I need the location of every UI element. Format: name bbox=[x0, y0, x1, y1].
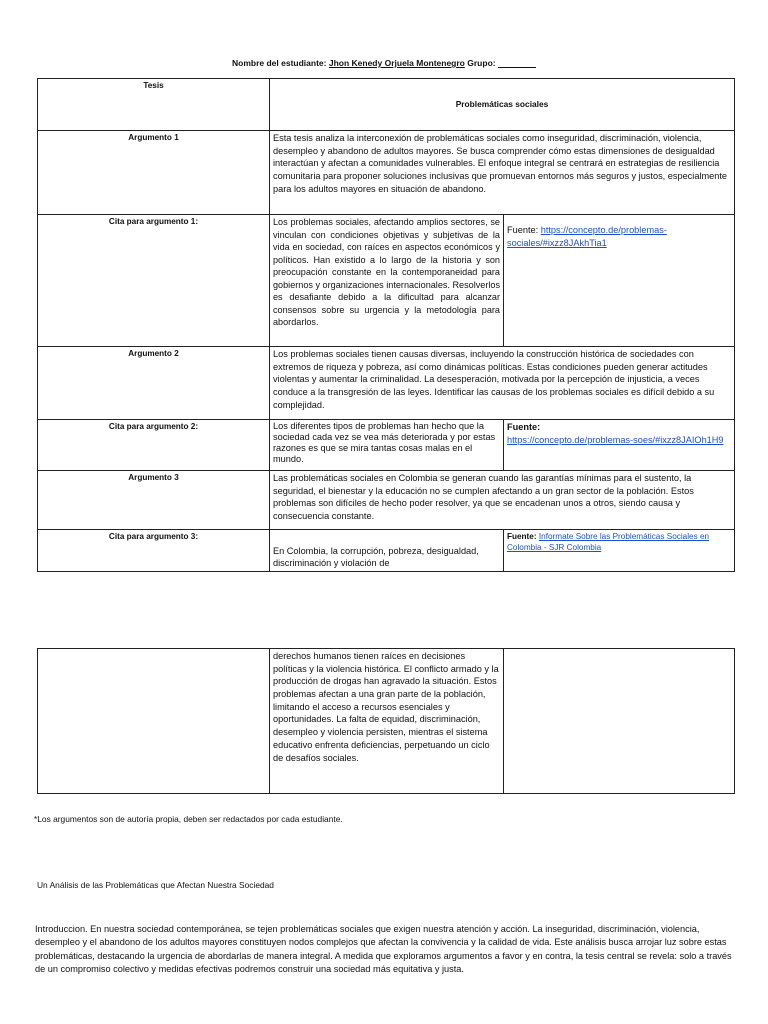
argument-3-text: Las problemáticas sociales en Colombia se generan cuando las garantías mínimas para el sustento, la seguridad, el bienestar y la educación no se cumplen afectando a un gran sector de la población. Estos problemas son difíciles de hecho poder resolver, ya que se encadenan unos a otros, siendo causa y consecuencia constante. bbox=[270, 471, 735, 530]
arguments-table-continued bbox=[37, 648, 735, 794]
argument-1-text: Esta tesis analiza la interconexión de problemáticas sociales como inseguridad, discriminación, violencia, desempleo y abandono de adultos mayores. Se busca comprender cómo estas dimensiones de desigualdad interactúan y afectan a comunidades vulnerables. El enfoque integral se centrará en estrategias de resiliencia comunitaria para proponer soluciones inclusivas que promuevan entornos más seguros y justos, especialmente para los adultos mayores en situación de abandono. bbox=[270, 131, 735, 215]
student-header bbox=[0, 58, 768, 68]
essay-introduction: Introduccion. En nuestra sociedad contemporánea, se tejen problemáticas sociales que exigen nuestra atención y acción. La inseguridad, discriminación, violencia, desempleo y el abandono de los adultos mayores constituyen nodos complejos que afectan la convivencia y la calidad de vida. Este análisis busca arrojar luz sobre estas problemáticas, destacando la urgencia de abordarlas de manera integral. A medida que exploramos argumentos a favor y en contra, la tesis central se revela: solo a través de un compromiso colectivo y medidas efectivas podremos construir una sociedad más equitativa y justa. bbox=[35, 924, 732, 975]
name-label: Nombre del estudiante: bbox=[232, 58, 327, 68]
cita-3-source-label: Fuente: bbox=[507, 532, 537, 541]
cita-1-source-label: Fuente: bbox=[507, 225, 539, 235]
cita-2-source bbox=[504, 420, 735, 471]
arguments-table bbox=[37, 78, 735, 572]
argument-2-label: Argumento 2 bbox=[38, 347, 270, 420]
tesis-value: Problemáticas sociales bbox=[270, 79, 735, 131]
essay-title: Un Análisis de las Problemáticas que Afectan Nuestra Sociedad bbox=[37, 880, 274, 890]
cita-2-text: Los diferentes tipos de problemas han hecho que la sociedad cada vez se vea más deteriorada y por estas razones es que se mira tantas cosas malas en el mundo. bbox=[270, 420, 504, 471]
cita-3-label: Cita para argumento 3: bbox=[38, 530, 270, 572]
argument-3-label: Argumento 3 bbox=[38, 471, 270, 530]
footnote: *Los argumentos son de autoría propia, deben ser redactados por cada estudiante. bbox=[34, 814, 343, 824]
argument-2-text: Los problemas sociales tienen causas diversas, incluyendo la construcción histórica de sociedades con extremos de riqueza y pobreza, así como dinámicas políticas. Estas condiciones pueden generar actitudes violentas y aumentar la criminalidad. La desesperación, motivada por la percepción de injusticia, a veces conduce a la transgresión de las leyes. Identificar las causas de los problemas sociales es difícil debido a su complejidad. bbox=[270, 347, 735, 420]
cita-3-source bbox=[504, 530, 735, 572]
cita-1-label: Cita para argumento 1: bbox=[38, 215, 270, 347]
cita-3-source-link[interactable]: Informate Sobre las Problemáticas Sociales en Colombia - SJR Colombia bbox=[507, 532, 710, 553]
cita-2-source-link[interactable]: https://concepto.de/problemas-soes/#ixzz8JAIOh1H9 bbox=[507, 434, 724, 445]
argument-1-label: Argumento 1 bbox=[38, 131, 270, 215]
tesis-label: Tesis bbox=[38, 79, 270, 131]
student-name: Jhon Kenedy Orjuela Montenegro bbox=[328, 58, 465, 68]
cita-2-label: Cita para argumento 2: bbox=[38, 420, 270, 471]
cita-1-text: Los problemas sociales, afectando amplios sectores, se vinculan con condiciones objetivas y subjetivas de la vida en sociedad, con raíces en aspectos económicos y políticos. Han existido a lo largo de la historia y son preocupación constante en la contemporaneidad para gobiernos y organizaciones internacionales. Resolverlos es desafiante debido a la dificultad para alcanzar consensos sobre su urgencia y la metodología para abordarlos. bbox=[270, 215, 504, 347]
cita-3-text-part1: En Colombia, la corrupción, pobreza, desigualdad, discriminación y violación de bbox=[270, 530, 504, 572]
cita-3-text-part2: derechos humanos tienen raíces en decisiones políticas y la violencia histórica. El conflicto armado y la producción de drogas han agravado la situación. Estos problemas afectan a una gran parte de la población, limitando el acceso a recursos esenciales y oportunidades. La falta de equidad, discriminación, desempleo y violencia persisten, mientras el sistema educativo enfrenta deficiencias, perpetuando un ciclo de desafíos sociales. bbox=[270, 649, 504, 794]
cita-1-source-link[interactable]: https://concepto.de/problemas-sociales/#ixzz8JAkhTia1 bbox=[507, 225, 667, 248]
cita-2-source-label: Fuente: bbox=[507, 422, 541, 432]
continued-empty-source-cell bbox=[504, 649, 735, 794]
cita-1-source bbox=[504, 215, 735, 347]
continued-empty-label-cell bbox=[38, 649, 270, 794]
group-blank-line bbox=[498, 58, 536, 68]
group-label: Grupo: bbox=[467, 58, 496, 68]
